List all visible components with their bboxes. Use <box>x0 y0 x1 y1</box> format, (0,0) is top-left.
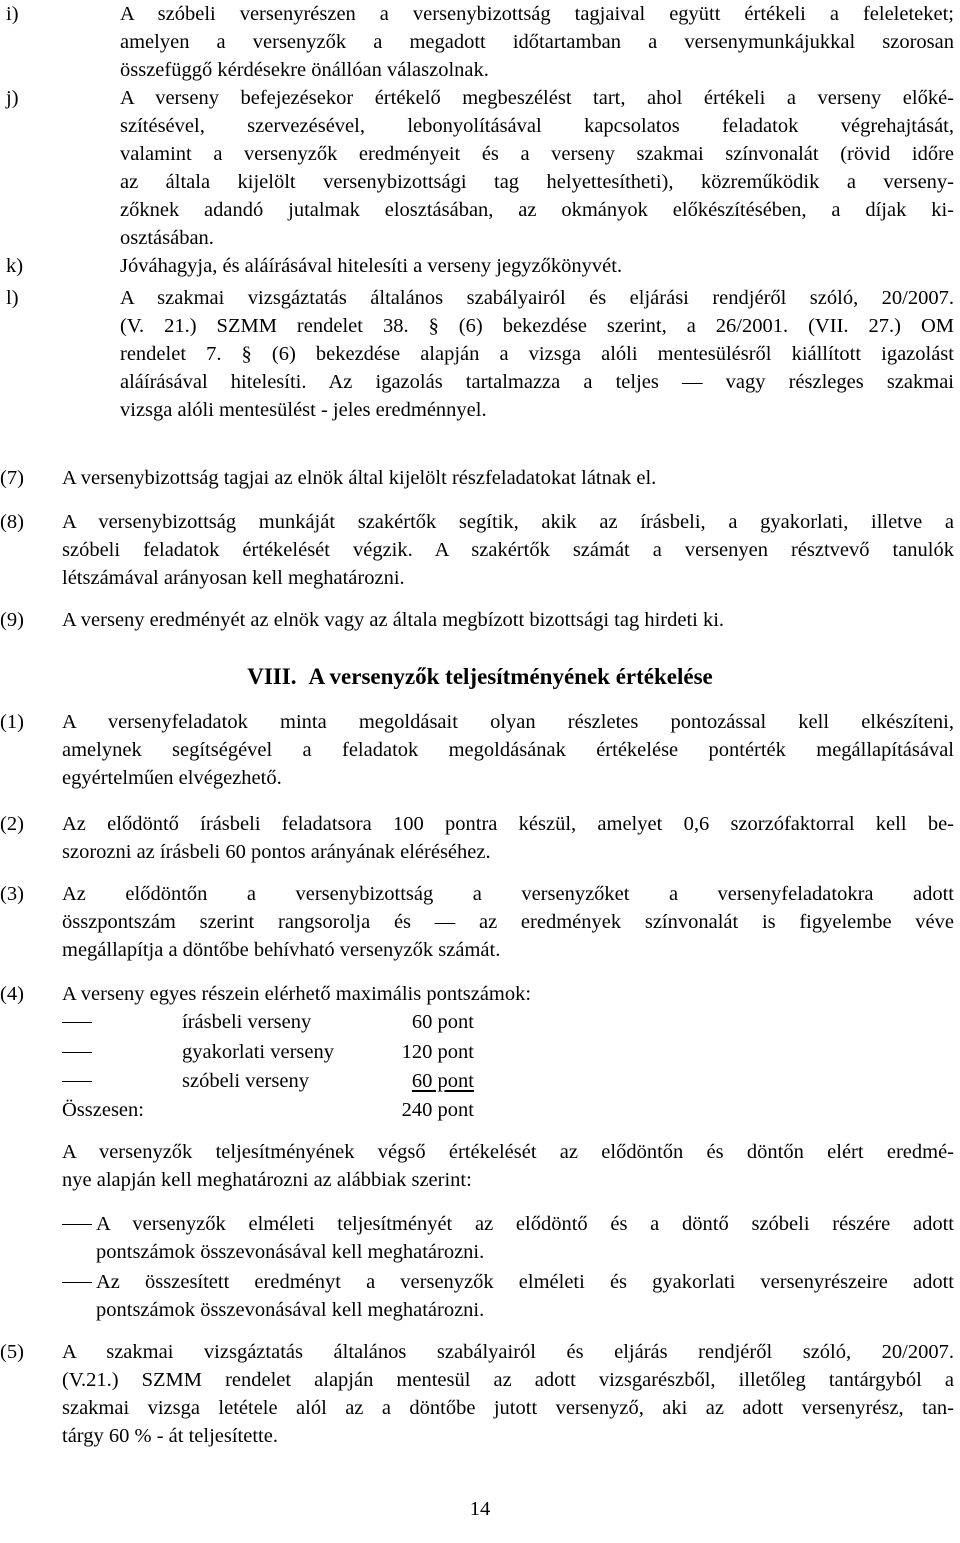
score-name: írásbeli verseny <box>182 1011 312 1033</box>
dash-icon <box>62 1081 92 1082</box>
item-marker-j: j) <box>6 87 19 109</box>
text-line: Az elődöntő írásbeli feladatsora 100 pontra készül, amelyet 0,6 szorzófaktorral kell be- <box>62 813 954 835</box>
paragraph-marker-4: (4) <box>0 983 24 1005</box>
text-line: szóbeli feladatok értékelését végzik. A szakértők számát a versenyen résztvevő tanulók <box>62 539 954 561</box>
text-line: Az elődöntőn a versenybizottság a versenyzőket a versenyfeladatokra adott <box>62 883 954 905</box>
text-line: rendelet 7. § (6) bekezdése alapján a vizsga alóli mentesülésről kiállított igazolást <box>120 343 954 365</box>
text-line: amelynek segítségével a feladatok megoldásának értékelése pontérték megállapításával <box>62 739 954 761</box>
score-table <box>62 1008 474 1124</box>
dash-icon <box>62 1052 92 1053</box>
section-number: VIII. <box>247 664 297 689</box>
section-heading <box>0 662 960 692</box>
text-line: A szakmai vizsgáztatás általános szabályairól és eljárási rendjéről szóló, 20/2007. <box>120 287 954 309</box>
text-line: A verseny befejezésekor értékelő megbeszélést tart, ahol értékeli a verseny előké- <box>120 87 954 109</box>
score-points: 60 pont <box>411 1011 474 1033</box>
text-line: összefüggő kérdésekre önállóan válaszolnak. <box>120 59 489 81</box>
text-line: A szóbeli versenyrészen a versenybizottság tagjaival együtt értékeli a feleleteket; <box>120 3 954 25</box>
text-line: (V. 21.) SZMM rendelet 38. § (6) bekezdése szerint, a 26/2001. (VII. 27.) OM <box>120 315 954 337</box>
dash-icon <box>62 1022 92 1023</box>
text-line: összpontszám szerint rangsorolja és — az eredmények színvonalát is figyelembe véve <box>62 911 954 933</box>
text-line: szakmai vizsga letétele alól az a döntőbe jutott versenyző, aki az adott versenyrész, tan- <box>62 1397 954 1419</box>
text-line: Jóváhagyja, és aláírásával hitelesíti a verseny jegyzőkönyvét. <box>120 255 623 277</box>
text-line: A versenybizottság munkáját szakértők segítik, akik az írásbeli, a gyakorlati, illetve a <box>62 511 954 533</box>
dash-icon <box>62 1282 92 1283</box>
text-line: Az összesített eredményt a versenyzők elméleti és gyakorlati versenyrészeire adott <box>96 1271 954 1293</box>
text-line: zőknek adandó jutalmak elosztásában, az okmányok előkészítésében, a díjak ki- <box>120 199 954 221</box>
text-line: szorozni az írásbeli 60 pontos arányának eléréséhez. <box>62 841 491 863</box>
text-line: osztásában. <box>120 227 214 249</box>
text-line: pontszámok összevonásával kell meghatározni. <box>96 1299 485 1321</box>
text-line: egyértelműen elvégezhető. <box>62 767 282 789</box>
score-points: 60 pont <box>411 1070 474 1092</box>
score-row <box>62 1067 474 1095</box>
text-line: aláírásával hitelesíti. Az igazolás tartalmazza a teljes — vagy részleges szakmai <box>120 371 954 393</box>
text-line: pontszámok összevonásával kell meghatározni. <box>96 1241 485 1263</box>
paragraph-marker-1: (1) <box>0 711 24 733</box>
text-line: létszámával arányosan kell meghatározni. <box>62 567 405 589</box>
dash-icon <box>62 1224 92 1225</box>
text-line: A versenyzők teljesítményének végső értékelését az elődöntőn és döntőn elért eredmé- <box>62 1141 954 1163</box>
score-points: 120 pont <box>401 1041 474 1063</box>
score-total-row <box>62 1096 474 1124</box>
item-marker-i: i) <box>6 3 19 25</box>
text-line: A versenybizottság tagjai az elnök által kijelölt részfeladatokat látnak el. <box>62 467 657 489</box>
score-name: szóbeli verseny <box>182 1070 309 1092</box>
paragraph-marker-7: (7) <box>0 467 24 489</box>
text-line: az általa kijelölt versenybizottsági tag helyettesítheti), közreműködik a verseny- <box>120 171 954 193</box>
text-line: nye alapján kell meghatározni az alábbiak szerint: <box>62 1169 472 1191</box>
text-line: vizsga alóli mentesülést - jeles eredménnyel. <box>120 399 487 421</box>
text-line: A versenyfeladatok minta megoldásait olyan részletes pontozással kell elkészíteni, <box>62 711 954 733</box>
text-line: valamint a versenyzők eredményeit és a verseny szakmai színvonalát (rövid időre <box>120 143 954 165</box>
paragraph-marker-3: (3) <box>0 883 24 905</box>
score-row <box>62 1038 474 1066</box>
paragraph-4-intro: A verseny egyes részein elérhető maximális pontszámok: <box>62 983 532 1005</box>
text-line: A versenyzők elméleti teljesítményét az elődöntő és a döntő szóbeli részére adott <box>96 1213 954 1235</box>
item-marker-l: l) <box>6 287 19 309</box>
score-total-points: 240 pont <box>401 1099 474 1121</box>
text-line: amelyen a versenyzők a megadott időtartamban a versenymunkájukkal szorosan <box>120 31 954 53</box>
score-total-label: Összesen: <box>62 1099 144 1121</box>
paragraph-marker-2: (2) <box>0 813 24 835</box>
item-marker-k: k) <box>6 255 24 277</box>
score-row <box>62 1008 474 1036</box>
text-line: megállapítja a döntőbe behívható versenyzők számát. <box>62 939 501 961</box>
paragraph-marker-5: (5) <box>0 1341 24 1363</box>
paragraph-marker-9: (9) <box>0 609 24 631</box>
page-number: 14 <box>469 1498 491 1520</box>
paragraph-marker-8: (8) <box>0 511 24 533</box>
text-line: A verseny eredményét az elnök vagy az általa megbízott bizottsági tag hirdeti ki. <box>62 609 725 631</box>
text-line: A szakmai vizsgáztatás általános szabályairól és eljárás rendjéről szóló, 20/2007. <box>62 1341 954 1363</box>
score-name: gyakorlati verseny <box>182 1041 334 1063</box>
text-line: szítésével, szervezésével, lebonyolításával kapcsolatos feladatok végrehajtását, <box>120 115 954 137</box>
text-line: tárgy 60 % - át teljesítette. <box>62 1425 278 1447</box>
section-title: A versenyzők teljesítményének értékelése <box>308 664 713 689</box>
text-line: (V.21.) SZMM rendelet alapján mentesül az adott vizsgarészből, illetőleg tantárgyból a <box>62 1369 954 1391</box>
